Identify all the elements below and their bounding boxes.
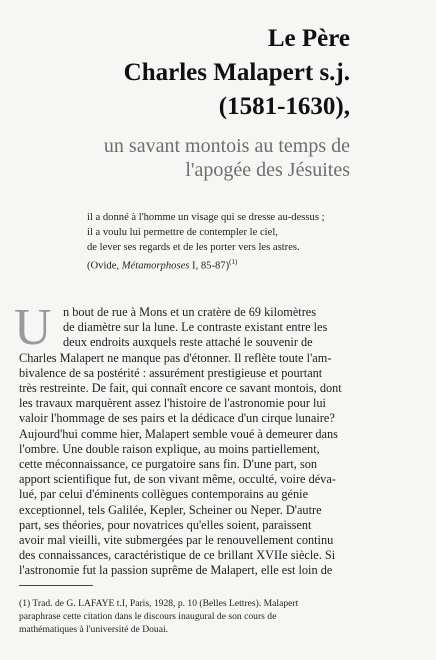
body-line: lué, par celui d'éminents collègues contemporains au génie bbox=[19, 487, 309, 502]
epigraph bbox=[87, 210, 387, 274]
body-line: Aujourd'hui comme hier, Malapert semble voué à demeurer dans bbox=[19, 426, 338, 441]
body-line: l'astronomie fut la passion suprême de Malapert, elle est loin de bbox=[19, 563, 333, 578]
article-subtitle bbox=[20, 134, 350, 182]
body-line: exceptionnel, tels Galilée, Kepler, Scheiner ou Neper. D'autre bbox=[19, 502, 322, 517]
epigraph-source bbox=[87, 255, 387, 274]
footnote-line: (1) Trad. de G. LAFAYE t.I, Paris, 1928, p. 10 (Belles Lettres). Malapert bbox=[19, 598, 299, 609]
body-paragraph bbox=[19, 305, 361, 579]
body-line: l'ombre. Une double raison explique, au moins partiellement, bbox=[19, 441, 320, 456]
body-line: n bout de rue à Mons et un cratère de 69 kilomètres bbox=[63, 305, 317, 319]
footnote bbox=[19, 597, 361, 636]
body-line: bivalence de sa postérité : assurément prestigieuse et pourtant bbox=[19, 365, 323, 380]
footnote-line: paraphrase cette citation dans le discours inaugural de son cours de bbox=[19, 611, 277, 622]
epigraph-source-work: Métamorphoses bbox=[121, 260, 190, 272]
title-line: Charles Malapert s.j. bbox=[123, 59, 350, 86]
body-line: part, ses théories, pour novatrices qu'elles soient, paraissent bbox=[19, 517, 312, 532]
body-line: cette méconnaissance, ce purgatoire sans fin. D'une part, son bbox=[19, 457, 318, 472]
title-line: (1581-1630), bbox=[218, 93, 350, 120]
body-line: des connaissances, caractéristique de ce brillant XVIIe siècle. Si bbox=[19, 548, 336, 563]
subtitle-line: un savant montois au temps de bbox=[103, 135, 350, 157]
footnote-line: mathématiques à l'université de Douai. bbox=[19, 624, 169, 635]
body-line: Charles Malapert ne manque pas d'étonner. Il reflète toute l'am- bbox=[19, 350, 332, 365]
epigraph-line: il a donné à l'homme un visage qui se dresse au-dessus ; bbox=[87, 212, 325, 223]
body-line: avoir mal vieilli, vite submergées par le renouvellement continu bbox=[19, 533, 334, 548]
footnote-divider bbox=[19, 585, 93, 586]
epigraph-source-prefix: (Ovide, bbox=[87, 260, 122, 272]
body-line: deux endroits auxquels reste attaché le souvenir de bbox=[63, 335, 313, 350]
body-line: les travaux marquèrent assez l'histoire de l'astronomie pour lui bbox=[19, 396, 326, 411]
epigraph-source-suffix: I, 85-87) bbox=[189, 260, 230, 272]
drop-cap: U bbox=[14, 299, 52, 356]
body-line: apport scientifique fut, de son vivant même, occulté, voire déva- bbox=[19, 472, 336, 487]
footnote-ref: (1) bbox=[229, 258, 238, 266]
body-line: de diamètre sur la lune. Le contraste existant entre les bbox=[63, 320, 328, 335]
epigraph-line: de lever ses regards et de les porter vers les astres. bbox=[87, 242, 300, 253]
article-title bbox=[20, 22, 350, 182]
body-line: très restreinte. De fait, qui connaît encore ce savant montois, dont bbox=[19, 381, 342, 396]
title-line: Le Père bbox=[267, 25, 350, 52]
epigraph-line: il a voulu lui permettre de contempler le ciel, bbox=[87, 227, 278, 238]
body-line: valoir l'hommage de ses pairs et la dédicace d'un cirque lunaire? bbox=[19, 411, 335, 426]
subtitle-line: l'apogée des Jésuites bbox=[185, 159, 350, 181]
